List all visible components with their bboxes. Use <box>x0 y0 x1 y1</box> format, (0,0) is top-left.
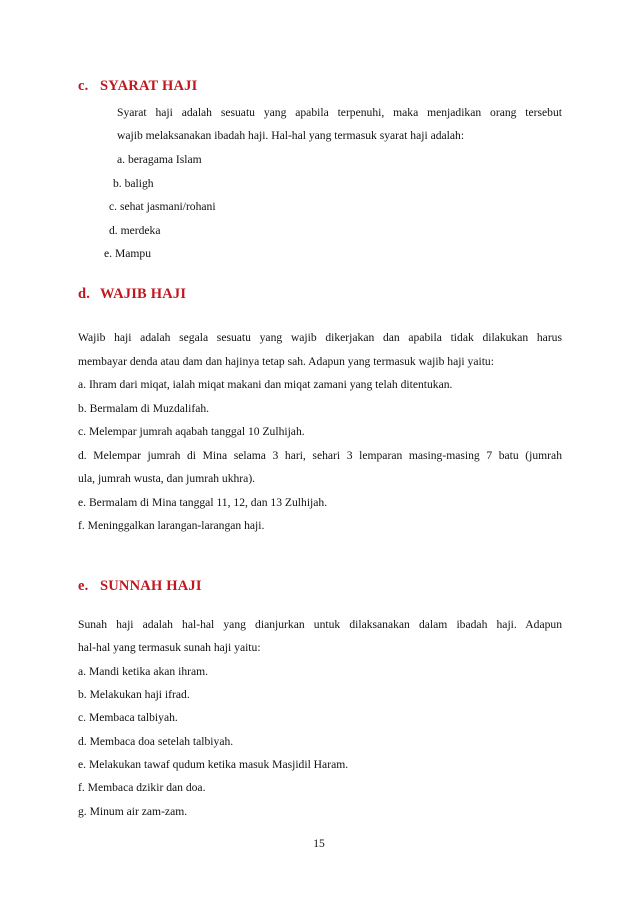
heading-letter: e. <box>78 578 89 594</box>
list-item: ula, jumrah wusta, dan jumrah ukhra). <box>78 472 256 485</box>
paragraph-line <box>78 331 562 344</box>
list-item <box>78 449 562 462</box>
heading-text: SYARAT HAJI <box>100 78 198 94</box>
paragraph-line: Syarat haji adalah sesuatu yang apabila terpenuhi, maka menjadikan orang tersebut <box>117 106 562 119</box>
heading-text: WAJIB HAJI <box>100 286 187 302</box>
heading-text: SUNNAH HAJI <box>100 578 202 594</box>
list-item: a. Ihram dari miqat, ialah miqat makani dan miqat zamani yang telah ditentukan. <box>78 378 453 391</box>
paragraph-line: wajib melaksanakan ibadah haji. Hal-hal yang termasuk syarat haji adalah: <box>117 129 465 142</box>
list-item: g. Minum air zam-zam. <box>78 805 188 818</box>
list-item: e. Bermalam di Mina tanggal 11, 12, dan 13 Zulhijah. <box>78 496 328 509</box>
list-item-text: d. Melempar jumrah di Mina selama 3 hari, sehari 3 lemparan masing-masing 7 batu (jumrah <box>78 449 562 462</box>
list-item: b. Bermalam di Muzdalifah. <box>78 402 210 415</box>
paragraph-line-text: Sunah haji adalah hal-hal yang dianjurkan untuk dilaksanakan dalam ibadah haji. Adapun <box>78 618 562 631</box>
list-item: e. Mampu <box>104 247 152 260</box>
list-item: f. Meninggalkan larangan-larangan haji. <box>78 519 265 532</box>
paragraph-line-text: Wajib haji adalah segala sesuatu yang wajib dikerjakan dan apabila tidak dilakukan harus <box>78 331 562 344</box>
list-item: d. merdeka <box>109 224 161 237</box>
list-item: c. sehat jasmani/rohani <box>109 200 216 213</box>
list-item: a. beragama Islam <box>117 153 202 166</box>
list-item: b. baligh <box>113 177 154 190</box>
list-item: c. Melempar jumrah aqabah tanggal 10 Zulhijah. <box>78 425 305 438</box>
list-item: d. Membaca doa setelah talbiyah. <box>78 735 234 748</box>
list-item: f. Membaca dzikir dan doa. <box>78 781 206 794</box>
list-item: c. Membaca talbiyah. <box>78 711 178 724</box>
heading-syarat-haji <box>78 78 197 95</box>
paragraph-line: membayar denda atau dam dan hajinya tetap sah. Adapun yang termasuk wajib haji yaitu: <box>78 355 494 368</box>
page-number: 15 <box>313 837 325 850</box>
list-item: e. Melakukan tawaf qudum ketika masuk Masjidil Haram. <box>78 758 349 771</box>
list-item: a. Mandi ketika akan ihram. <box>78 665 209 678</box>
heading-letter: c. <box>78 78 89 94</box>
heading-letter: d. <box>78 286 91 302</box>
paragraph-line: hal-hal yang termasuk sunah haji yaitu: <box>78 641 261 654</box>
heading-wajib-haji <box>78 286 186 303</box>
paragraph-syarat-haji <box>117 106 562 119</box>
paragraph-line <box>78 618 562 631</box>
list-item: b. Melakukan haji ifrad. <box>78 688 190 701</box>
heading-sunnah-haji <box>78 578 202 595</box>
